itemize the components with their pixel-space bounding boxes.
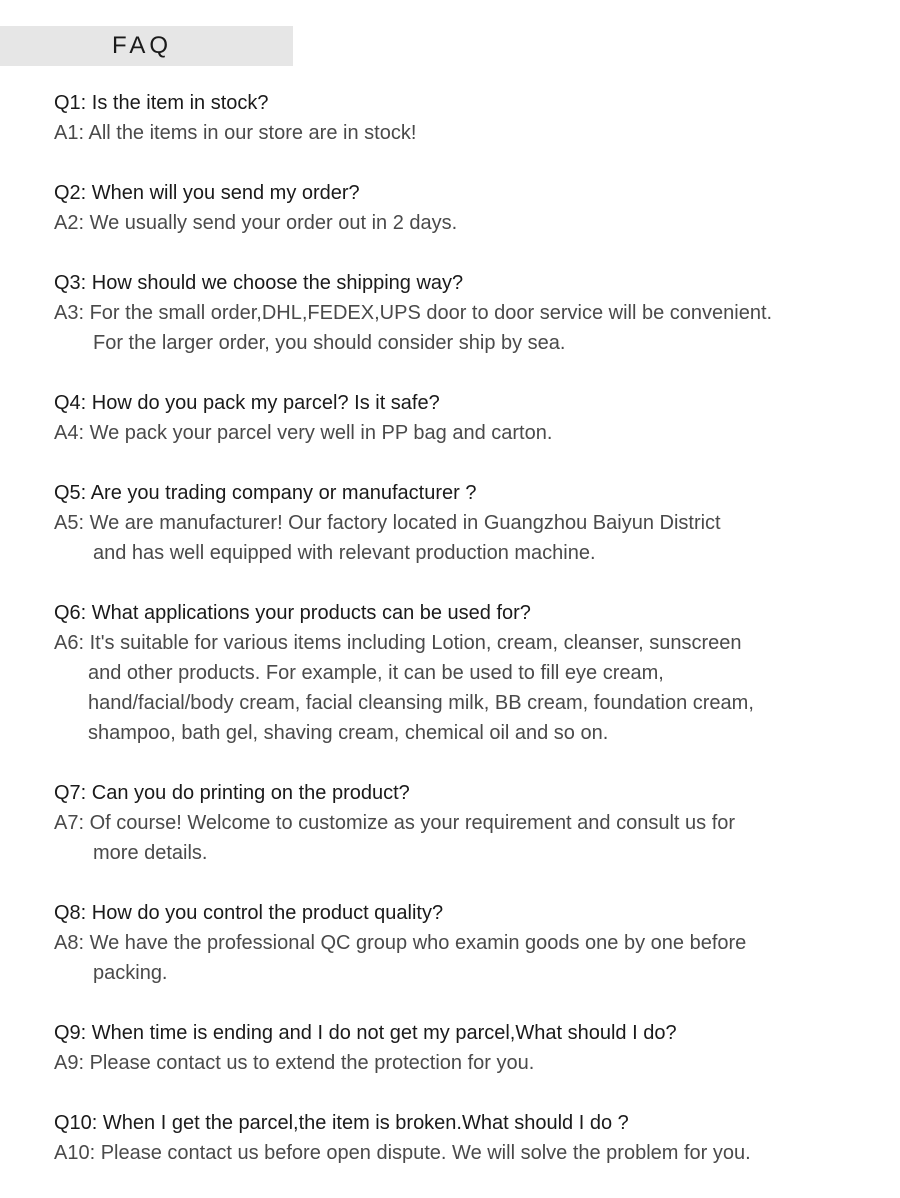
- answer-5-line-2: and has well equipped with relevant production machine.: [93, 542, 596, 564]
- faq-item-9: [54, 1018, 884, 1078]
- faq-item-1: [54, 88, 884, 148]
- answer-5-line-1: A5: We are manufacturer! Our factory located in Guangzhou Baiyun District: [54, 512, 721, 534]
- answer-1-line-1: A1: All the items in our store are in stock!: [54, 122, 417, 144]
- answer-2-line-1: A2: We usually send your order out in 2 days.: [54, 212, 458, 234]
- question-3: Q3: How should we choose the shipping way?: [54, 272, 464, 294]
- faq-item-6: [54, 598, 884, 748]
- question-5: Q5: Are you trading company or manufacturer ?: [54, 482, 477, 504]
- faq-item-7: [54, 778, 884, 868]
- answer-3-line-1: A3: For the small order,DHL,FEDEX,UPS door to door service will be convenient.: [54, 302, 773, 324]
- answer-3-line-2: For the larger order, you should consider ship by sea.: [93, 332, 566, 354]
- faq-item-8: [54, 898, 884, 988]
- answer-7-line-2: more details.: [93, 842, 208, 864]
- question-6: Q6: What applications your products can be used for?: [54, 602, 531, 624]
- answer-8-line-1: A8: We have the professional QC group who examin goods one by one before: [54, 932, 747, 954]
- faq-header: [0, 26, 293, 66]
- question-9: Q9: When time is ending and I do not get my parcel,What should I do?: [54, 1022, 677, 1044]
- faq-item-3: [54, 268, 884, 358]
- answer-10-line-1: A10: Please contact us before open dispute. We will solve the problem for you.: [54, 1142, 751, 1164]
- question-7: Q7: Can you do printing on the product?: [54, 782, 410, 804]
- question-2: Q2: When will you send my order?: [54, 182, 360, 204]
- question-8: Q8: How do you control the product quality?: [54, 902, 444, 924]
- faq-item-10: [54, 1108, 884, 1168]
- answer-6-line-2: and other products. For example, it can be used to fill eye cream,: [88, 662, 664, 684]
- question-4: Q4: How do you pack my parcel? Is it safe?: [54, 392, 440, 414]
- answer-6-line-4: shampoo, bath gel, shaving cream, chemical oil and so on.: [88, 722, 609, 744]
- faq-item-2: [54, 178, 884, 238]
- faq-item-4: [54, 388, 884, 448]
- answer-6-line-1: A6: It's suitable for various items including Lotion, cream, cleanser, sunscreen: [54, 632, 742, 654]
- page-title: FAQ: [112, 32, 173, 59]
- faq-item-5: [54, 478, 884, 568]
- answer-9-line-1: A9: Please contact us to extend the protection for you.: [54, 1052, 535, 1074]
- faq-list: [54, 88, 884, 1198]
- question-10: Q10: When I get the parcel,the item is broken.What should I do ?: [54, 1112, 629, 1134]
- answer-7-line-1: A7: Of course! Welcome to customize as your requirement and consult us for: [54, 812, 736, 834]
- question-1: Q1: Is the item in stock?: [54, 92, 269, 114]
- answer-6-line-3: hand/facial/body cream, facial cleansing milk, BB cream, foundation cream,: [88, 692, 754, 714]
- answer-8-line-2: packing.: [93, 962, 168, 984]
- answer-4-line-1: A4: We pack your parcel very well in PP bag and carton.: [54, 422, 553, 444]
